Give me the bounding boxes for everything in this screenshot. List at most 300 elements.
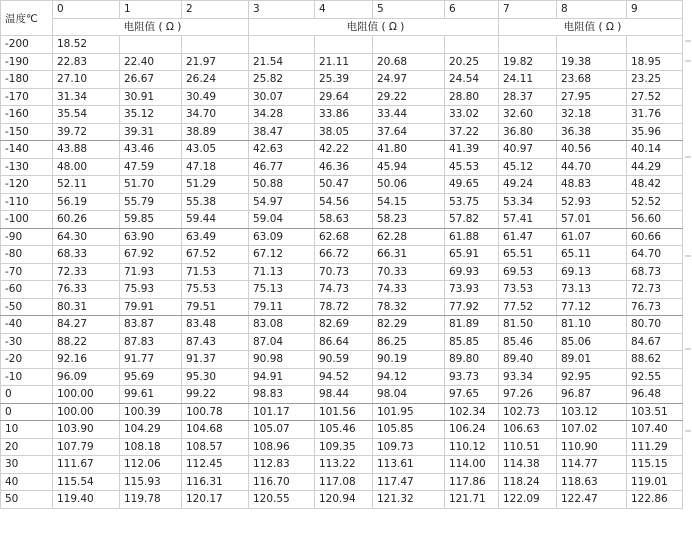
resistance-cell: 92.95 [557,368,627,386]
resistance-cell: 84.27 [53,316,120,334]
resistance-cell: 28.37 [499,88,557,106]
resistance-cell: 71.13 [249,263,315,281]
row-temp-label: -180 [1,71,53,89]
row-temp-label: -150 [1,123,53,141]
row-temp-label: -30 [1,333,53,351]
resistance-cell: 83.08 [249,316,315,334]
row-temp-label: -40 [1,316,53,334]
resistance-cell [499,36,557,54]
row-temp-label: -60 [1,281,53,299]
resistance-cell: 65.11 [557,246,627,264]
resistance-cell: 69.93 [445,263,499,281]
resistance-cell [627,36,683,54]
resistance-cell: 86.25 [373,333,445,351]
resistance-cell: 29.64 [315,88,373,106]
resistance-cell: 21.97 [182,53,249,71]
resistance-cell: 75.13 [249,281,315,299]
resistance-cell: 120.55 [249,491,315,509]
resistance-cell: 85.46 [499,333,557,351]
row-temp-label: -130 [1,158,53,176]
resistance-cell: 68.33 [53,246,120,264]
resistance-cell: 73.93 [445,281,499,299]
edge-mark [685,430,691,432]
column-header: 4 [315,1,373,19]
resistance-cell: 43.05 [182,141,249,159]
resistance-cell: 60.26 [53,211,120,229]
resistance-cell: 70.73 [315,263,373,281]
resistance-cell: 98.83 [249,386,315,404]
resistance-cell: 89.01 [557,351,627,369]
row-temp-label: -200 [1,36,53,54]
resistance-cell: 44.29 [627,158,683,176]
resistance-cell [373,36,445,54]
table-row [1,106,683,124]
row-temp-label: -70 [1,263,53,281]
row-temp-label: 0 [1,403,53,421]
table-row [1,246,683,264]
resistance-cell: 121.71 [445,491,499,509]
resistance-cell: 49.24 [499,176,557,194]
resistance-cell: 81.10 [557,316,627,334]
resistance-cell: 97.65 [445,386,499,404]
resistance-cell [315,36,373,54]
resistance-cell: 84.67 [627,333,683,351]
resistance-cell: 106.63 [499,421,557,439]
resistance-cell: 85.06 [557,333,627,351]
resistance-cell: 43.88 [53,141,120,159]
resistance-cell: 105.07 [249,421,315,439]
resistance-cell: 102.73 [499,403,557,421]
resistance-cell: 32.60 [499,106,557,124]
table-row [1,473,683,491]
resistance-cell: 116.31 [182,473,249,491]
resistance-cell: 119.40 [53,491,120,509]
resistance-cell: 96.09 [53,368,120,386]
column-header: 7 [499,1,557,19]
resistance-cell: 96.48 [627,386,683,404]
resistance-cell: 83.48 [182,316,249,334]
resistance-cell: 118.24 [499,473,557,491]
resistance-cell: 19.82 [499,53,557,71]
resistance-cell: 93.73 [445,368,499,386]
header-row [1,1,683,19]
resistance-cell: 98.04 [373,386,445,404]
resistance-cell: 67.92 [120,246,182,264]
resistance-cell: 18.52 [53,36,120,54]
resistance-cell: 23.25 [627,71,683,89]
resistance-cell: 112.45 [182,456,249,474]
resistance-cell: 86.64 [315,333,373,351]
resistance-cell: 103.51 [627,403,683,421]
resistance-cell: 62.68 [315,228,373,246]
resistance-cell: 26.24 [182,71,249,89]
resistance-cell: 80.70 [627,316,683,334]
resistance-cell: 32.18 [557,106,627,124]
row-temp-label: -100 [1,211,53,229]
resistance-cell: 120.94 [315,491,373,509]
resistance-cell: 75.53 [182,281,249,299]
resistance-cell: 54.15 [373,193,445,211]
resistance-cell: 111.29 [627,438,683,456]
resistance-cell: 61.47 [499,228,557,246]
edge-mark [685,60,691,62]
column-header: 9 [627,1,683,19]
resistance-cell: 38.89 [182,123,249,141]
resistance-cell: 22.83 [53,53,120,71]
resistance-cell: 112.83 [249,456,315,474]
table-row [1,438,683,456]
resistance-cell: 65.91 [445,246,499,264]
resistance-cell: 105.46 [315,421,373,439]
resistance-cell: 40.56 [557,141,627,159]
resistance-cell: 73.53 [499,281,557,299]
resistance-cell: 121.32 [373,491,445,509]
resistance-cell: 27.52 [627,88,683,106]
resistance-cell: 117.47 [373,473,445,491]
resistance-cell: 73.13 [557,281,627,299]
resistance-cell: 36.80 [499,123,557,141]
resistance-cell: 74.73 [315,281,373,299]
resistance-cell: 80.31 [53,298,120,316]
resistance-cell: 102.34 [445,403,499,421]
resistance-cell: 66.31 [373,246,445,264]
resistance-cell: 34.70 [182,106,249,124]
resistance-cell: 55.79 [120,193,182,211]
row-temp-label: 0 [1,386,53,404]
resistance-cell: 19.38 [557,53,627,71]
resistance-cell: 48.42 [627,176,683,194]
right-edge-strip [684,0,692,545]
row-temp-label: -160 [1,106,53,124]
resistance-cell: 81.50 [499,316,557,334]
resistance-cell: 115.93 [120,473,182,491]
resistance-cell: 76.73 [627,298,683,316]
resistance-cell: 92.55 [627,368,683,386]
resistance-cell: 56.60 [627,211,683,229]
resistance-cell: 119.01 [627,473,683,491]
resistance-cell: 51.70 [120,176,182,194]
resistance-cell: 40.14 [627,141,683,159]
resistance-cell: 107.79 [53,438,120,456]
resistance-cell: 43.46 [120,141,182,159]
resistance-cell: 106.24 [445,421,499,439]
resistance-cell: 20.68 [373,53,445,71]
resistance-cell: 79.11 [249,298,315,316]
resistance-cell: 37.64 [373,123,445,141]
column-header: 1 [120,1,182,19]
resistance-cell: 122.47 [557,491,627,509]
resistance-cell: 62.28 [373,228,445,246]
resistance-cell: 75.93 [120,281,182,299]
resistance-cell: 95.30 [182,368,249,386]
resistance-cell: 99.22 [182,386,249,404]
resistance-cell: 63.09 [249,228,315,246]
resistance-cell: 18.95 [627,53,683,71]
resistance-cell: 77.12 [557,298,627,316]
resistance-cell: 59.04 [249,211,315,229]
table-row [1,123,683,141]
resistance-cell: 69.13 [557,263,627,281]
resistance-cell: 120.17 [182,491,249,509]
resistance-cell: 25.39 [315,71,373,89]
resistance-cell: 49.65 [445,176,499,194]
resistance-cell: 88.22 [53,333,120,351]
row-temp-label: -50 [1,298,53,316]
edge-mark [685,156,691,158]
resistance-cell: 63.90 [120,228,182,246]
resistance-cell: 42.22 [315,141,373,159]
table-row [1,403,683,421]
resistance-cell: 42.63 [249,141,315,159]
resistance-cell: 35.12 [120,106,182,124]
table-row [1,88,683,106]
resistance-cell [445,36,499,54]
resistance-cell: 103.12 [557,403,627,421]
resistance-cell [120,36,182,54]
resistance-cell: 114.00 [445,456,499,474]
resistance-cell: 39.31 [120,123,182,141]
table-row [1,158,683,176]
resistance-cell: 57.01 [557,211,627,229]
resistance-cell: 21.54 [249,53,315,71]
resistance-cell: 100.78 [182,403,249,421]
row-temp-label: 10 [1,421,53,439]
resistance-cell: 33.44 [373,106,445,124]
resistance-cell: 79.51 [182,298,249,316]
resistance-cell: 94.52 [315,368,373,386]
resistance-cell: 90.19 [373,351,445,369]
resistance-cell: 30.07 [249,88,315,106]
table-row [1,386,683,404]
resistance-cell: 64.70 [627,246,683,264]
resistance-cell: 53.75 [445,193,499,211]
resistance-cell: 101.56 [315,403,373,421]
resistance-cell: 27.95 [557,88,627,106]
table-row [1,228,683,246]
column-header: 3 [249,1,315,19]
column-header: 0 [53,1,120,19]
resistance-cell: 91.77 [120,351,182,369]
corner-label: 温度℃ [1,1,53,36]
resistance-cell: 89.80 [445,351,499,369]
resistance-cell: 67.52 [182,246,249,264]
resistance-cell: 48.00 [53,158,120,176]
resistance-cell: 79.91 [120,298,182,316]
resistance-cell: 59.44 [182,211,249,229]
resistance-cell: 113.61 [373,456,445,474]
resistance-cell: 93.34 [499,368,557,386]
resistance-cell: 104.68 [182,421,249,439]
resistance-cell: 50.88 [249,176,315,194]
resistance-cell: 101.95 [373,403,445,421]
resistance-cell [557,36,627,54]
resistance-cell: 98.44 [315,386,373,404]
resistance-cell: 77.92 [445,298,499,316]
table-body [1,1,683,509]
table-row [1,263,683,281]
table-row [1,211,683,229]
resistance-cell: 95.69 [120,368,182,386]
resistance-cell: 76.33 [53,281,120,299]
table-row [1,141,683,159]
resistance-cell: 45.12 [499,158,557,176]
resistance-cell: 61.07 [557,228,627,246]
resistance-cell: 58.63 [315,211,373,229]
resistance-cell: 122.86 [627,491,683,509]
row-temp-label: -110 [1,193,53,211]
resistance-cell: 119.78 [120,491,182,509]
resistance-cell: 115.54 [53,473,120,491]
resistance-cell: 110.12 [445,438,499,456]
table-row [1,491,683,509]
unit-label: 电阻值 ( Ω ) [499,18,683,36]
resistance-cell: 116.70 [249,473,315,491]
row-temp-label: -120 [1,176,53,194]
resistance-cell: 37.22 [445,123,499,141]
resistance-cell: 117.08 [315,473,373,491]
resistance-cell: 105.85 [373,421,445,439]
resistance-cell: 118.63 [557,473,627,491]
resistance-cell: 82.69 [315,316,373,334]
resistance-cell: 71.93 [120,263,182,281]
resistance-cell: 30.91 [120,88,182,106]
resistance-cell: 71.53 [182,263,249,281]
resistance-cell: 66.72 [315,246,373,264]
resistance-cell: 88.62 [627,351,683,369]
resistance-cell: 87.43 [182,333,249,351]
resistance-cell: 78.32 [373,298,445,316]
resistance-cell: 96.87 [557,386,627,404]
resistance-cell: 77.52 [499,298,557,316]
resistance-cell: 29.22 [373,88,445,106]
table-row [1,71,683,89]
resistance-cell: 108.18 [120,438,182,456]
resistance-cell: 83.87 [120,316,182,334]
resistance-cell: 24.54 [445,71,499,89]
resistance-cell: 110.51 [499,438,557,456]
column-header: 6 [445,1,499,19]
table-row [1,456,683,474]
resistance-cell: 46.77 [249,158,315,176]
row-temp-label: 30 [1,456,53,474]
resistance-cell: 65.51 [499,246,557,264]
resistance-cell: 52.93 [557,193,627,211]
resistance-cell: 47.59 [120,158,182,176]
resistance-cell: 21.11 [315,53,373,71]
resistance-cell: 25.82 [249,71,315,89]
resistance-cell: 51.29 [182,176,249,194]
resistance-cell: 64.30 [53,228,120,246]
table-row [1,176,683,194]
resistance-cell: 94.91 [249,368,315,386]
resistance-cell: 115.15 [627,456,683,474]
resistance-cell: 24.97 [373,71,445,89]
unit-label: 电阻值 ( Ω ) [249,18,499,36]
resistance-cell: 114.38 [499,456,557,474]
table-row [1,333,683,351]
resistance-cell: 78.72 [315,298,373,316]
resistance-cell: 92.16 [53,351,120,369]
resistance-cell: 87.83 [120,333,182,351]
resistance-cell: 53.34 [499,193,557,211]
resistance-cell: 74.33 [373,281,445,299]
row-temp-label: -190 [1,53,53,71]
resistance-cell: 45.53 [445,158,499,176]
unit-label: 电阻值 ( Ω ) [53,18,249,36]
table-row [1,193,683,211]
resistance-cell: 97.26 [499,386,557,404]
resistance-cell: 110.90 [557,438,627,456]
resistance-cell: 87.04 [249,333,315,351]
row-temp-label: -80 [1,246,53,264]
resistance-cell: 33.86 [315,106,373,124]
resistance-cell: 69.53 [499,263,557,281]
row-temp-label: -20 [1,351,53,369]
resistance-cell: 59.85 [120,211,182,229]
row-temp-label: 20 [1,438,53,456]
resistance-cell: 26.67 [120,71,182,89]
resistance-cell: 72.33 [53,263,120,281]
column-header: 5 [373,1,445,19]
resistance-cell: 22.40 [120,53,182,71]
table-row [1,316,683,334]
row-temp-label: -10 [1,368,53,386]
resistance-cell: 20.25 [445,53,499,71]
resistance-cell: 38.05 [315,123,373,141]
resistance-cell: 85.85 [445,333,499,351]
table-row [1,53,683,71]
table-row [1,281,683,299]
resistance-cell: 36.38 [557,123,627,141]
resistance-cell: 109.35 [315,438,373,456]
resistance-cell: 99.61 [120,386,182,404]
resistance-cell: 50.47 [315,176,373,194]
resistance-cell: 58.23 [373,211,445,229]
resistance-cell: 41.39 [445,141,499,159]
resistance-cell: 39.72 [53,123,120,141]
resistance-cell: 30.49 [182,88,249,106]
table-row [1,351,683,369]
resistance-cell: 34.28 [249,106,315,124]
resistance-cell: 104.29 [120,421,182,439]
resistance-cell: 108.96 [249,438,315,456]
resistance-cell: 107.02 [557,421,627,439]
resistance-cell: 61.88 [445,228,499,246]
resistance-cell: 38.47 [249,123,315,141]
resistance-cell: 117.86 [445,473,499,491]
resistance-cell: 112.06 [120,456,182,474]
resistance-cell: 67.12 [249,246,315,264]
resistance-cell: 113.22 [315,456,373,474]
resistance-cell: 94.12 [373,368,445,386]
resistance-cell: 27.10 [53,71,120,89]
resistance-cell: 24.11 [499,71,557,89]
resistance-cell: 82.29 [373,316,445,334]
table-row [1,298,683,316]
resistance-cell: 52.52 [627,193,683,211]
resistance-cell: 35.54 [53,106,120,124]
row-temp-label: 50 [1,491,53,509]
edge-mark [685,40,691,42]
resistance-cell: 68.73 [627,263,683,281]
resistance-cell: 108.57 [182,438,249,456]
resistance-cell: 47.18 [182,158,249,176]
resistance-cell: 45.94 [373,158,445,176]
resistance-cell: 72.73 [627,281,683,299]
resistance-cell: 35.96 [627,123,683,141]
resistance-cell: 109.73 [373,438,445,456]
resistance-cell: 63.49 [182,228,249,246]
